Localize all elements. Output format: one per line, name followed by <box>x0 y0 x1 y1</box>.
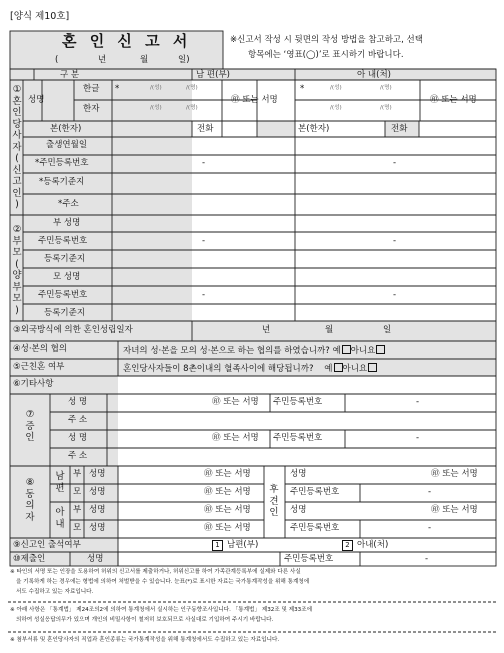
surname-agreement-question: 자녀의 성·본을 모의 성·본으로 하는 협의를 하였습니까? 예 아니요 <box>123 345 385 356</box>
wife-hangul-surname: /(성) <box>330 85 342 91</box>
agreement-no-checkbox[interactable] <box>376 345 385 354</box>
witness1-rrn-label: 주민등록번호 <box>273 397 323 407</box>
wife-hanja-surname: /(성) <box>330 105 342 111</box>
consanguinity-label: ⑤근친혼 여부 <box>13 362 65 372</box>
wife-rrn-dash: - <box>393 158 397 168</box>
husband-seal-sign: ㊞ 또는 서명 <box>231 95 278 105</box>
father-rrn-dash-w: - <box>393 236 397 246</box>
w-father-name-label: 성명 <box>89 505 106 515</box>
h-father-label: 부 <box>73 469 82 479</box>
date-year: 년 <box>98 55 107 65</box>
birth-label: 출생연월일 <box>46 140 88 150</box>
surname-agreement-label: ④성·본의 협의 <box>13 344 68 354</box>
submitter-rrn-label: 주민등록번호 <box>284 554 334 564</box>
bon-hanja-label: 본(한자) <box>50 124 82 134</box>
husband-hangul-given: /(명) <box>186 85 198 91</box>
hangul-label: 한글 <box>83 84 100 94</box>
footnote-3: ※ 첨부서류 및 혼인당사자의 직업과 혼인종류는 국가통계작성을 위해 통계청에서도 수집하고 있는 자료입니다. <box>10 637 280 643</box>
mother-name-label: 모 성명 <box>53 272 81 282</box>
submitter-rrn-dash: - <box>425 554 429 564</box>
header-wife: 아 내(처) <box>357 70 391 80</box>
guardian1-seal: ㊞ 또는 서명 <box>431 469 478 479</box>
witness1-address-label: 주 소 <box>68 415 88 425</box>
name-label: 성명 <box>28 95 45 105</box>
witness2-rrn-dash: - <box>416 433 420 443</box>
consanguinity-question: 혼인당사자들이 8촌이내의 혈족사이에 해당됩니까? 예 아니요 <box>123 363 377 374</box>
attendance-option-2-box[interactable]: 2 <box>342 540 353 551</box>
witness1-seal-sign: ㊞ 또는 서명 <box>212 397 259 407</box>
father-reg-base-label: 등록기준지 <box>44 254 86 264</box>
wife-seal-sign: ㊞ 또는 서명 <box>430 95 477 105</box>
section7-label: ⑦ 증 인 <box>25 409 35 443</box>
witness2-rrn-label: 주민등록번호 <box>273 433 323 443</box>
consanguinity-no-checkbox[interactable] <box>368 363 377 372</box>
husband-hangul-star: * <box>115 84 120 94</box>
other-notes-label: ⑥기타사항 <box>13 379 54 389</box>
w-mother-seal: ㊞ 또는 서명 <box>204 523 251 533</box>
h-mother-label: 모 <box>73 487 82 497</box>
guardian1-name-label: 성명 <box>290 469 307 479</box>
notice-line-1: ※신고서 작성 시 뒷면의 작성 방법을 참고하고, 선택 <box>230 35 423 45</box>
w-father-label: 부 <box>73 505 82 515</box>
witness1-rrn-dash: - <box>416 397 420 407</box>
submitter-label: ⑩제출인 <box>13 554 46 564</box>
husband-hanja-given: /(명) <box>186 105 198 111</box>
mother-rrn-dash-w: - <box>393 290 397 300</box>
hanja-label: 한자 <box>83 104 100 114</box>
consanguinity-yes-checkbox[interactable] <box>334 363 343 372</box>
attendance-option-2: 아내(처) <box>357 540 389 550</box>
wife-consent-label: 아 내 <box>55 507 65 530</box>
h-father-name-label: 성명 <box>89 469 106 479</box>
guardian2-rrn-label: 주민등록번호 <box>290 523 340 533</box>
father-name-label: 부 성명 <box>53 218 81 228</box>
section8-label: ⑧ 동 의 자 <box>25 477 35 523</box>
witness2-name-label: 성 명 <box>68 433 88 443</box>
h-mother-name-label: 성명 <box>89 487 106 497</box>
wife-hangul-given: /(명) <box>380 85 392 91</box>
submitter-name-label: 성명 <box>87 554 104 564</box>
address-label: *주소 <box>58 199 79 209</box>
w-mother-label: 모 <box>73 523 82 533</box>
reg-base-label: *등록기준지 <box>39 177 85 187</box>
header-gubun: 구 분 <box>60 70 80 80</box>
foreign-marriage-label: ③외국방식에 의한 혼인성립일자 <box>13 325 133 335</box>
mother-rrn-label: 주민등록번호 <box>38 290 88 300</box>
w-mother-name-label: 성명 <box>89 523 106 533</box>
agreement-yes-checkbox[interactable] <box>342 345 351 354</box>
foreign-day: 일 <box>383 325 392 335</box>
h-father-seal: ㊞ 또는 서명 <box>204 469 251 479</box>
footnote-1c: 서도 수집하고 있는 자료입니다. <box>16 589 94 595</box>
husband-rrn-dash: - <box>202 158 206 168</box>
guardian2-seal: ㊞ 또는 서명 <box>431 505 478 515</box>
date-day: 일) <box>178 55 190 65</box>
father-rrn-label: 주민등록번호 <box>38 236 88 246</box>
attendance-label: ⑨신고인 출석여부 <box>13 540 81 550</box>
wife-phone-label: 전화 <box>391 124 408 134</box>
form-number: [양식 제10호] <box>10 11 70 22</box>
foreign-month: 월 <box>325 325 334 335</box>
wife-bon-hanja-label: 본(한자) <box>298 124 330 134</box>
attendance-option-1-box[interactable]: 1 <box>212 540 223 551</box>
husband-hanja-surname: /(성) <box>150 105 162 111</box>
guardian-label: 후 견 인 <box>269 484 279 518</box>
wife-hangul-star: * <box>300 84 305 94</box>
witness2-address-label: 주 소 <box>68 451 88 461</box>
father-rrn-dash-h: - <box>202 236 206 246</box>
attendance-option-1: 남편(부) <box>227 540 259 550</box>
date-open: ( <box>55 55 59 65</box>
wife-hanja-given: /(명) <box>380 105 392 111</box>
mother-rrn-dash-h: - <box>202 290 206 300</box>
footnote-2a: ※ 아래 사항은 「통계법」 제24조의2에 의하여 통계청에서 실시하는 인구동향조사입니다. 「통계법」 제32조 및 제33조에 <box>10 607 313 613</box>
husband-consent-label: 남 편 <box>55 471 65 494</box>
witness2-seal-sign: ㊞ 또는 서명 <box>212 433 259 443</box>
section1-label: ① 혼 인 당 사 자 ( 신 고 인 ) <box>12 84 22 210</box>
guardian2-rrn-dash: - <box>428 523 432 533</box>
witness1-name-label: 성 명 <box>68 397 88 407</box>
guardian1-rrn-dash: - <box>428 487 432 497</box>
section2-label: ② 부 모 ( 양 부 모 ) <box>12 224 22 316</box>
foreign-year: 년 <box>262 325 271 335</box>
h-mother-seal: ㊞ 또는 서명 <box>204 487 251 497</box>
guardian2-name-label: 성명 <box>290 505 307 515</box>
date-month: 월 <box>140 55 149 65</box>
rrn-label: *주민등록번호 <box>35 158 89 168</box>
footnote-1a: ※ 타인의 서명 또는 인장을 도용하여 허위의 신고서를 제출하거나, 허위신고를 하여 가족관계등록부에 실제와 다른 사실 <box>10 569 301 575</box>
footnote-1b: 을 기록하게 하는 경우에는 형법에 의하여 처벌받을 수 있습니다. 눈표(*)로 표시한 자료는 국가통계작성을 위해 통계청에 <box>16 579 310 585</box>
husband-phone-label: 전화 <box>197 124 214 134</box>
mother-reg-base-label: 등록기준지 <box>44 308 86 318</box>
w-father-seal: ㊞ 또는 서명 <box>204 505 251 515</box>
notice-line-2: 항목에는 ‘영표(◯)’로 표시하기 바랍니다. <box>248 50 404 60</box>
footnote-2b: 의하여 성실응답의무가 있으며 개인의 비밀사항이 철저히 보호되므로 사실대로 기입하여 주시기 바랍니다. <box>16 617 274 623</box>
header-husband: 남 편(부) <box>196 70 230 80</box>
form-title: 혼 인 신 고 서 <box>62 32 192 50</box>
husband-hangul-surname: /(성) <box>150 85 162 91</box>
guardian1-rrn-label: 주민등록번호 <box>290 487 340 497</box>
